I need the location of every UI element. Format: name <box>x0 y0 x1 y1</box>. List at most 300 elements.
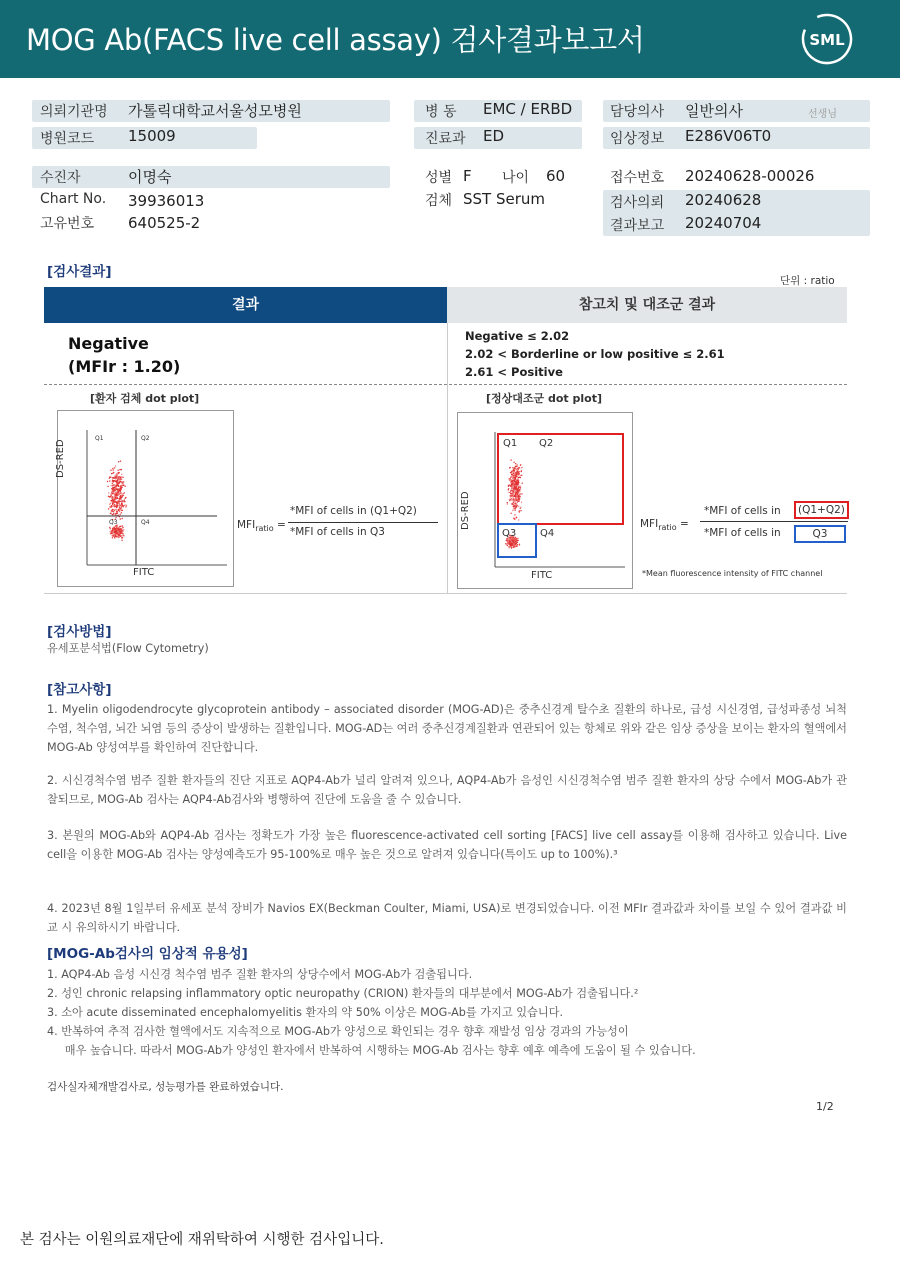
event-dot <box>515 463 516 464</box>
outsourced-notice: 본 검사는 이원의료재단에 재위탁하여 시행한 검사입니다. <box>20 1232 384 1248</box>
event-dot <box>518 474 519 475</box>
formula-bar <box>288 522 438 523</box>
event-dot <box>521 502 522 503</box>
event-dot <box>112 477 113 478</box>
event-dot <box>120 461 121 462</box>
event-dot <box>108 492 109 493</box>
patient-dot-plot <box>57 410 234 587</box>
request-label: 검사의뢰 <box>610 195 665 211</box>
event-dot <box>124 492 125 493</box>
event-dot <box>124 500 125 501</box>
chart-value: 39936013 <box>128 192 205 210</box>
event-dot <box>113 513 114 514</box>
event-dot <box>112 480 113 481</box>
mfi-footnote: *Mean fluorescence intensity of FITC channel <box>642 569 823 578</box>
note-4: 4. 2023년 8월 1일부터 유세포 분석 장비가 Navios EX(Beckman Coulter, Miami, USA)로 변경되었습니다. 이전 MFIr 결과값과 차이를 보일 수 있어 결과값 비교 시 유의하시기 바랍니다. <box>47 902 847 934</box>
event-dot <box>513 504 514 505</box>
reference-ranges <box>465 327 725 381</box>
chart-label: Chart No. <box>40 191 107 207</box>
event-dot <box>117 489 118 490</box>
utility-item: 매우 높습니다. 따라서 MOG-Ab가 양성인 환자에서 반복하여 시행하는 MOG-Ab 검사는 향후 예후 예측에 도움이 될 수 있습니다. <box>47 1044 696 1057</box>
event-dot <box>116 482 117 483</box>
event-dot <box>113 501 114 502</box>
event-dot <box>512 504 513 505</box>
doctor-suffix: 선생님 <box>808 109 837 120</box>
event-dot <box>120 481 121 482</box>
event-dot <box>518 498 519 499</box>
event-dot <box>509 541 510 542</box>
event-dot <box>517 493 518 494</box>
formula2-bar <box>700 521 848 522</box>
event-dot <box>113 532 114 533</box>
dashed-divider <box>44 384 847 385</box>
event-dot <box>515 466 516 467</box>
event-dot <box>514 510 515 511</box>
event-dot <box>115 478 116 479</box>
event-dot <box>514 481 515 482</box>
event-dot <box>509 492 510 493</box>
event-dot <box>111 535 112 536</box>
event-dot <box>114 528 115 529</box>
event-dot <box>112 487 113 488</box>
event-dot <box>121 487 122 488</box>
event-dot <box>120 514 121 515</box>
event-dot <box>115 530 116 531</box>
event-dot <box>514 499 515 500</box>
event-dot <box>513 508 514 509</box>
event-dot <box>516 517 517 518</box>
event-dot <box>115 535 116 536</box>
event-dot <box>117 527 118 528</box>
ref-line-negative: Negative ≤ 2.02 <box>465 329 570 343</box>
event-dot <box>520 487 521 488</box>
event-dot <box>512 510 513 511</box>
event-dot <box>515 541 516 542</box>
event-dot <box>111 505 112 506</box>
event-dot <box>514 514 515 515</box>
event-dot <box>114 467 115 468</box>
results-bottom-line <box>44 593 847 594</box>
event-dot <box>123 506 124 507</box>
result-line-1: Negative <box>68 334 149 353</box>
event-dot <box>509 485 510 486</box>
uid-value: 640525-2 <box>128 214 201 232</box>
event-dot <box>519 511 520 512</box>
formula-denominator: *MFI of cells in Q3 <box>290 526 385 538</box>
event-dot <box>519 494 520 495</box>
event-dot <box>513 505 514 506</box>
event-dot <box>510 459 511 460</box>
event-dot <box>515 473 516 474</box>
event-dot <box>514 470 515 471</box>
page-number: 1/2 <box>816 1100 834 1113</box>
event-dot <box>122 518 123 519</box>
event-dot <box>121 537 122 538</box>
event-dot <box>510 513 511 514</box>
control-x-axis-label: FITC <box>531 570 553 581</box>
event-dot <box>517 471 518 472</box>
event-dot <box>515 503 516 504</box>
event-dot <box>519 467 520 468</box>
clinical-value: E286V06T0 <box>685 127 772 145</box>
event-dot <box>120 501 121 502</box>
event-dot <box>113 491 114 492</box>
code-value: 15009 <box>128 127 176 145</box>
event-dot <box>112 489 113 490</box>
event-dot <box>112 468 113 469</box>
event-dot <box>122 527 123 528</box>
event-dot <box>121 506 122 507</box>
patient-q4-label: Q4 <box>141 519 150 526</box>
event-dot <box>516 468 517 469</box>
event-dot <box>120 533 121 534</box>
patient-value: 이명숙 <box>128 168 172 186</box>
event-dot <box>522 493 523 494</box>
event-dot <box>112 485 113 486</box>
event-dot <box>515 500 516 501</box>
event-dot <box>116 473 117 474</box>
event-dot <box>122 495 123 496</box>
event-dot <box>120 505 121 506</box>
control-plot-title: [정상대조군 dot plot] <box>486 392 602 405</box>
event-dot <box>514 484 515 485</box>
event-dot <box>114 486 115 487</box>
event-dot <box>123 529 124 530</box>
ward-value: EMC / ERBD <box>483 100 573 118</box>
event-dot <box>112 509 113 510</box>
control-y-axis-label: DS-RED <box>460 491 471 530</box>
event-dot <box>123 485 124 486</box>
event-dot <box>109 506 110 507</box>
event-dot <box>511 543 512 544</box>
event-dot <box>517 540 518 541</box>
event-dot <box>510 491 511 492</box>
event-dot <box>119 482 120 483</box>
event-dot <box>511 487 512 488</box>
event-dot <box>516 490 517 491</box>
event-dot <box>121 469 122 470</box>
control-q2-label: Q2 <box>539 438 554 449</box>
event-dot <box>116 483 117 484</box>
sml-logo <box>800 12 854 66</box>
event-dot <box>516 542 517 543</box>
dept-label: 진료과 <box>425 131 466 147</box>
event-dot <box>108 508 109 509</box>
event-dot <box>506 539 507 540</box>
event-dot <box>113 498 114 499</box>
report-label: 결과보고 <box>610 218 665 234</box>
event-dot <box>109 476 110 477</box>
event-dot <box>117 505 118 506</box>
event-dot <box>113 481 114 482</box>
event-dot <box>111 473 112 474</box>
event-dot <box>508 478 509 479</box>
event-dot <box>111 485 112 486</box>
event-dot <box>109 504 110 505</box>
age-value: 60 <box>546 167 566 185</box>
event-dot <box>507 503 508 504</box>
note-1: 1. Myelin oligodendrocyte glycoprotein antibody – associated disorder (MOG-AD)은 중추신경계 탈수초 질환의 하나로, 급성 시신경염, 급성파종성 뇌척수염, 척수염, 뇌간 뇌염 등의 증상이 발생하는 질환입니다. MOG-AD는 여러 중추신경계질환과 연관되어 있는 항체로 위와 같은 임상 증상을 보이는 환자의 혈액에서 MOG-Ab 양성여부를 확인하여 진단합니다. <box>47 703 847 754</box>
control-q1-label: Q1 <box>503 438 518 449</box>
event-dot <box>120 486 121 487</box>
note-3: 3. 본원의 MOG-Ab와 AQP4-Ab 검사는 정확도가 가장 높은 fluorescence-activated cell sorting [FACS] live cell assay를 이용해 검사하고 있습니다. Live cell을 이용한 MOG-Ab 검사는 양성예측도가 95-100%로 매우 높은 것으로 알려져 있습니다(특이도 up to 100%).³ <box>47 829 847 861</box>
event-dot <box>119 531 120 532</box>
event-dot <box>511 541 512 542</box>
method-title: [검사방법] <box>47 624 112 640</box>
event-dot <box>511 482 512 483</box>
code-label: 병원코드 <box>40 131 95 147</box>
request-value: 20240628 <box>685 191 762 209</box>
event-dot <box>121 510 122 511</box>
formula2-numerator-box: (Q1+Q2) <box>794 501 849 519</box>
event-dot <box>517 489 518 490</box>
event-dot <box>516 505 517 506</box>
event-dot <box>114 489 115 490</box>
event-dot <box>125 506 126 507</box>
event-dot <box>507 545 508 546</box>
event-dot <box>119 526 120 527</box>
event-dot <box>509 543 510 544</box>
event-dot <box>107 486 108 487</box>
event-dot <box>514 480 515 481</box>
event-dot <box>517 538 518 539</box>
event-dot <box>119 490 120 491</box>
event-dot <box>520 465 521 466</box>
event-dot <box>115 501 116 502</box>
event-dot <box>519 489 520 490</box>
event-dot <box>118 536 119 537</box>
event-dot <box>510 486 511 487</box>
event-dot <box>111 496 112 497</box>
event-dot <box>109 527 110 528</box>
event-dot <box>118 532 119 533</box>
patient-y-axis-label: DS-RED <box>55 439 66 478</box>
utility-item: 2. 성인 chronic relapsing inflammatory optic neuropathy (CRION) 환자들의 대부분에서 MOG-Ab가 검출됩니다.² <box>47 987 639 1000</box>
event-dot <box>108 496 109 497</box>
event-dot <box>114 532 115 533</box>
event-dot <box>111 491 112 492</box>
event-dot <box>122 534 123 535</box>
event-dot <box>513 476 514 477</box>
event-dot <box>118 485 119 486</box>
event-dot <box>513 462 514 463</box>
event-dot <box>110 528 111 529</box>
event-dot <box>117 477 118 478</box>
patient-q2-label: Q2 <box>141 435 150 442</box>
event-dot <box>513 544 514 545</box>
event-dot <box>514 518 515 519</box>
event-dot <box>515 504 516 505</box>
event-dot <box>515 483 516 484</box>
reference-column-header: 참고치 및 대조군 결과 <box>447 287 847 323</box>
event-dot <box>114 509 115 510</box>
event-dot <box>511 498 512 499</box>
event-dot <box>120 487 121 488</box>
event-dot <box>114 513 115 514</box>
event-dot <box>512 496 513 497</box>
event-dot <box>515 544 516 545</box>
report-title: MOG Ab(FACS live cell assay) 검사결과보고서 <box>26 23 645 57</box>
result-line-2: (MFIr : 1.20) <box>68 357 181 376</box>
event-dot <box>109 480 110 481</box>
event-dot <box>505 543 506 544</box>
sex-value: F <box>463 167 472 185</box>
event-dot <box>514 489 515 490</box>
event-dot <box>117 494 118 495</box>
note-2: 2. 시신경척수염 범주 질환 환자들의 진단 지표로 AQP4-Ab가 널리 알려져 있으나, AQP4-Ab가 음성인 시신경척수염 범주 질환 환자의 상당 수에서 MOG-Ab가 관찰되므로, MOG-Ab 검사는 AQP4-Ab검사와 병행하여 진단에 도움을 줄 수 있습니다. <box>47 774 847 806</box>
event-dot <box>506 540 507 541</box>
patient-label: 수진자 <box>40 170 81 186</box>
event-dot <box>511 490 512 491</box>
event-dot <box>116 477 117 478</box>
event-dot <box>517 465 518 466</box>
event-dot <box>514 468 515 469</box>
specimen-value: SST Serum <box>463 190 546 208</box>
event-dot <box>120 535 121 536</box>
event-dot <box>516 495 517 496</box>
event-dot <box>111 500 112 501</box>
event-dot <box>121 503 122 504</box>
event-dot <box>114 475 115 476</box>
event-dot <box>110 470 111 471</box>
event-dot <box>518 519 519 520</box>
event-dot <box>117 480 118 481</box>
event-dot <box>109 477 110 478</box>
event-dot <box>111 532 112 533</box>
ref-line-positive: 2.61 < Positive <box>465 365 563 379</box>
event-dot <box>115 465 116 466</box>
patient-x-axis-label: FITC <box>133 567 155 578</box>
result-column-header: 결과 <box>44 287 447 323</box>
event-dot <box>119 469 120 470</box>
event-dot <box>520 507 521 508</box>
event-dot <box>511 544 512 545</box>
event-dot <box>521 475 522 476</box>
method-text: 유세포분석법(Flow Cytometry) <box>47 642 209 655</box>
event-dot <box>111 510 112 511</box>
result-value <box>68 332 180 378</box>
results-section-title: [검사결과] <box>47 264 112 280</box>
event-dot <box>122 493 123 494</box>
event-dot <box>511 471 512 472</box>
formula2-denominator-text: *MFI of cells in <box>704 527 781 539</box>
formula-lhs: $MFI_{ratio}$ = <box>237 519 286 534</box>
formula2-denominator-box: Q3 <box>794 525 846 543</box>
event-dot <box>122 525 123 526</box>
event-dot <box>112 483 113 484</box>
institution-label: 의뢰기관명 <box>40 104 108 120</box>
event-dot <box>120 518 121 519</box>
event-dot <box>113 505 114 506</box>
event-dot <box>517 500 518 501</box>
event-dot <box>113 469 114 470</box>
event-dot <box>120 498 121 499</box>
utility-title: [MOG-Ab검사의 임상적 유용성] <box>47 946 248 962</box>
event-dot <box>510 493 511 494</box>
event-dot <box>512 493 513 494</box>
event-dot <box>112 514 113 515</box>
event-dot <box>117 479 118 480</box>
event-dot <box>116 532 117 533</box>
event-dot <box>110 513 111 514</box>
event-dot <box>514 508 515 509</box>
event-dot <box>126 505 127 506</box>
event-dot <box>515 478 516 479</box>
uid-label: 고유번호 <box>40 216 95 232</box>
event-dot <box>122 529 123 530</box>
event-dot <box>121 481 122 482</box>
event-dot <box>509 480 510 481</box>
event-dot <box>122 533 123 534</box>
event-dot <box>112 498 113 499</box>
event-dot <box>510 546 511 547</box>
event-dot <box>123 481 124 482</box>
control-q3-label: Q3 <box>502 528 517 539</box>
event-dot <box>513 478 514 479</box>
ward-label: 병 동 <box>425 104 457 120</box>
doctor-value: 일반의사 <box>685 102 743 120</box>
report-value: 20240704 <box>685 214 762 232</box>
event-dot <box>115 494 116 495</box>
event-dot <box>510 467 511 468</box>
event-dot <box>117 475 118 476</box>
event-dot <box>110 494 111 495</box>
event-dot <box>510 477 511 478</box>
event-dot <box>520 475 521 476</box>
formula2-numerator-text: *MFI of cells in <box>704 505 781 517</box>
event-dot <box>518 493 519 494</box>
event-dot <box>119 477 120 478</box>
event-dot <box>516 482 517 483</box>
event-dot <box>121 474 122 475</box>
event-dot <box>123 505 124 506</box>
event-dot <box>116 511 117 512</box>
event-dot <box>115 497 116 498</box>
event-dot <box>509 500 510 501</box>
notes-title: [참고사항] <box>47 682 112 698</box>
event-dot <box>516 497 517 498</box>
utility-item: 4. 반복하여 추적 검사한 혈액에서도 지속적으로 MOG-Ab가 양성으로 확인되는 경우 향후 재발성 임상 경과의 가능성이 <box>47 1025 629 1038</box>
event-dot <box>116 502 117 503</box>
event-dot <box>511 486 512 487</box>
event-dot <box>116 505 117 506</box>
event-dot <box>115 509 116 510</box>
dept-value: ED <box>483 127 505 145</box>
event-dot <box>513 498 514 499</box>
event-dot <box>512 484 513 485</box>
event-dot <box>516 475 517 476</box>
event-dot <box>517 464 518 465</box>
event-dot <box>119 529 120 530</box>
event-dot <box>520 510 521 511</box>
event-dot <box>519 544 520 545</box>
event-dot <box>118 534 119 535</box>
event-dot <box>515 545 516 546</box>
formula-numerator: *MFI of cells in (Q1+Q2) <box>290 505 417 517</box>
event-dot <box>116 492 117 493</box>
sex-label: 성별 <box>425 170 453 186</box>
event-dot <box>511 500 512 501</box>
event-dot <box>119 504 120 505</box>
event-dot <box>125 486 126 487</box>
utility-list <box>47 965 852 1060</box>
event-dot <box>119 496 120 497</box>
event-dot <box>517 544 518 545</box>
event-dot <box>121 540 122 541</box>
event-dot <box>508 489 509 490</box>
receipt-value: 20240628-00026 <box>685 167 815 185</box>
event-dot <box>516 479 517 480</box>
